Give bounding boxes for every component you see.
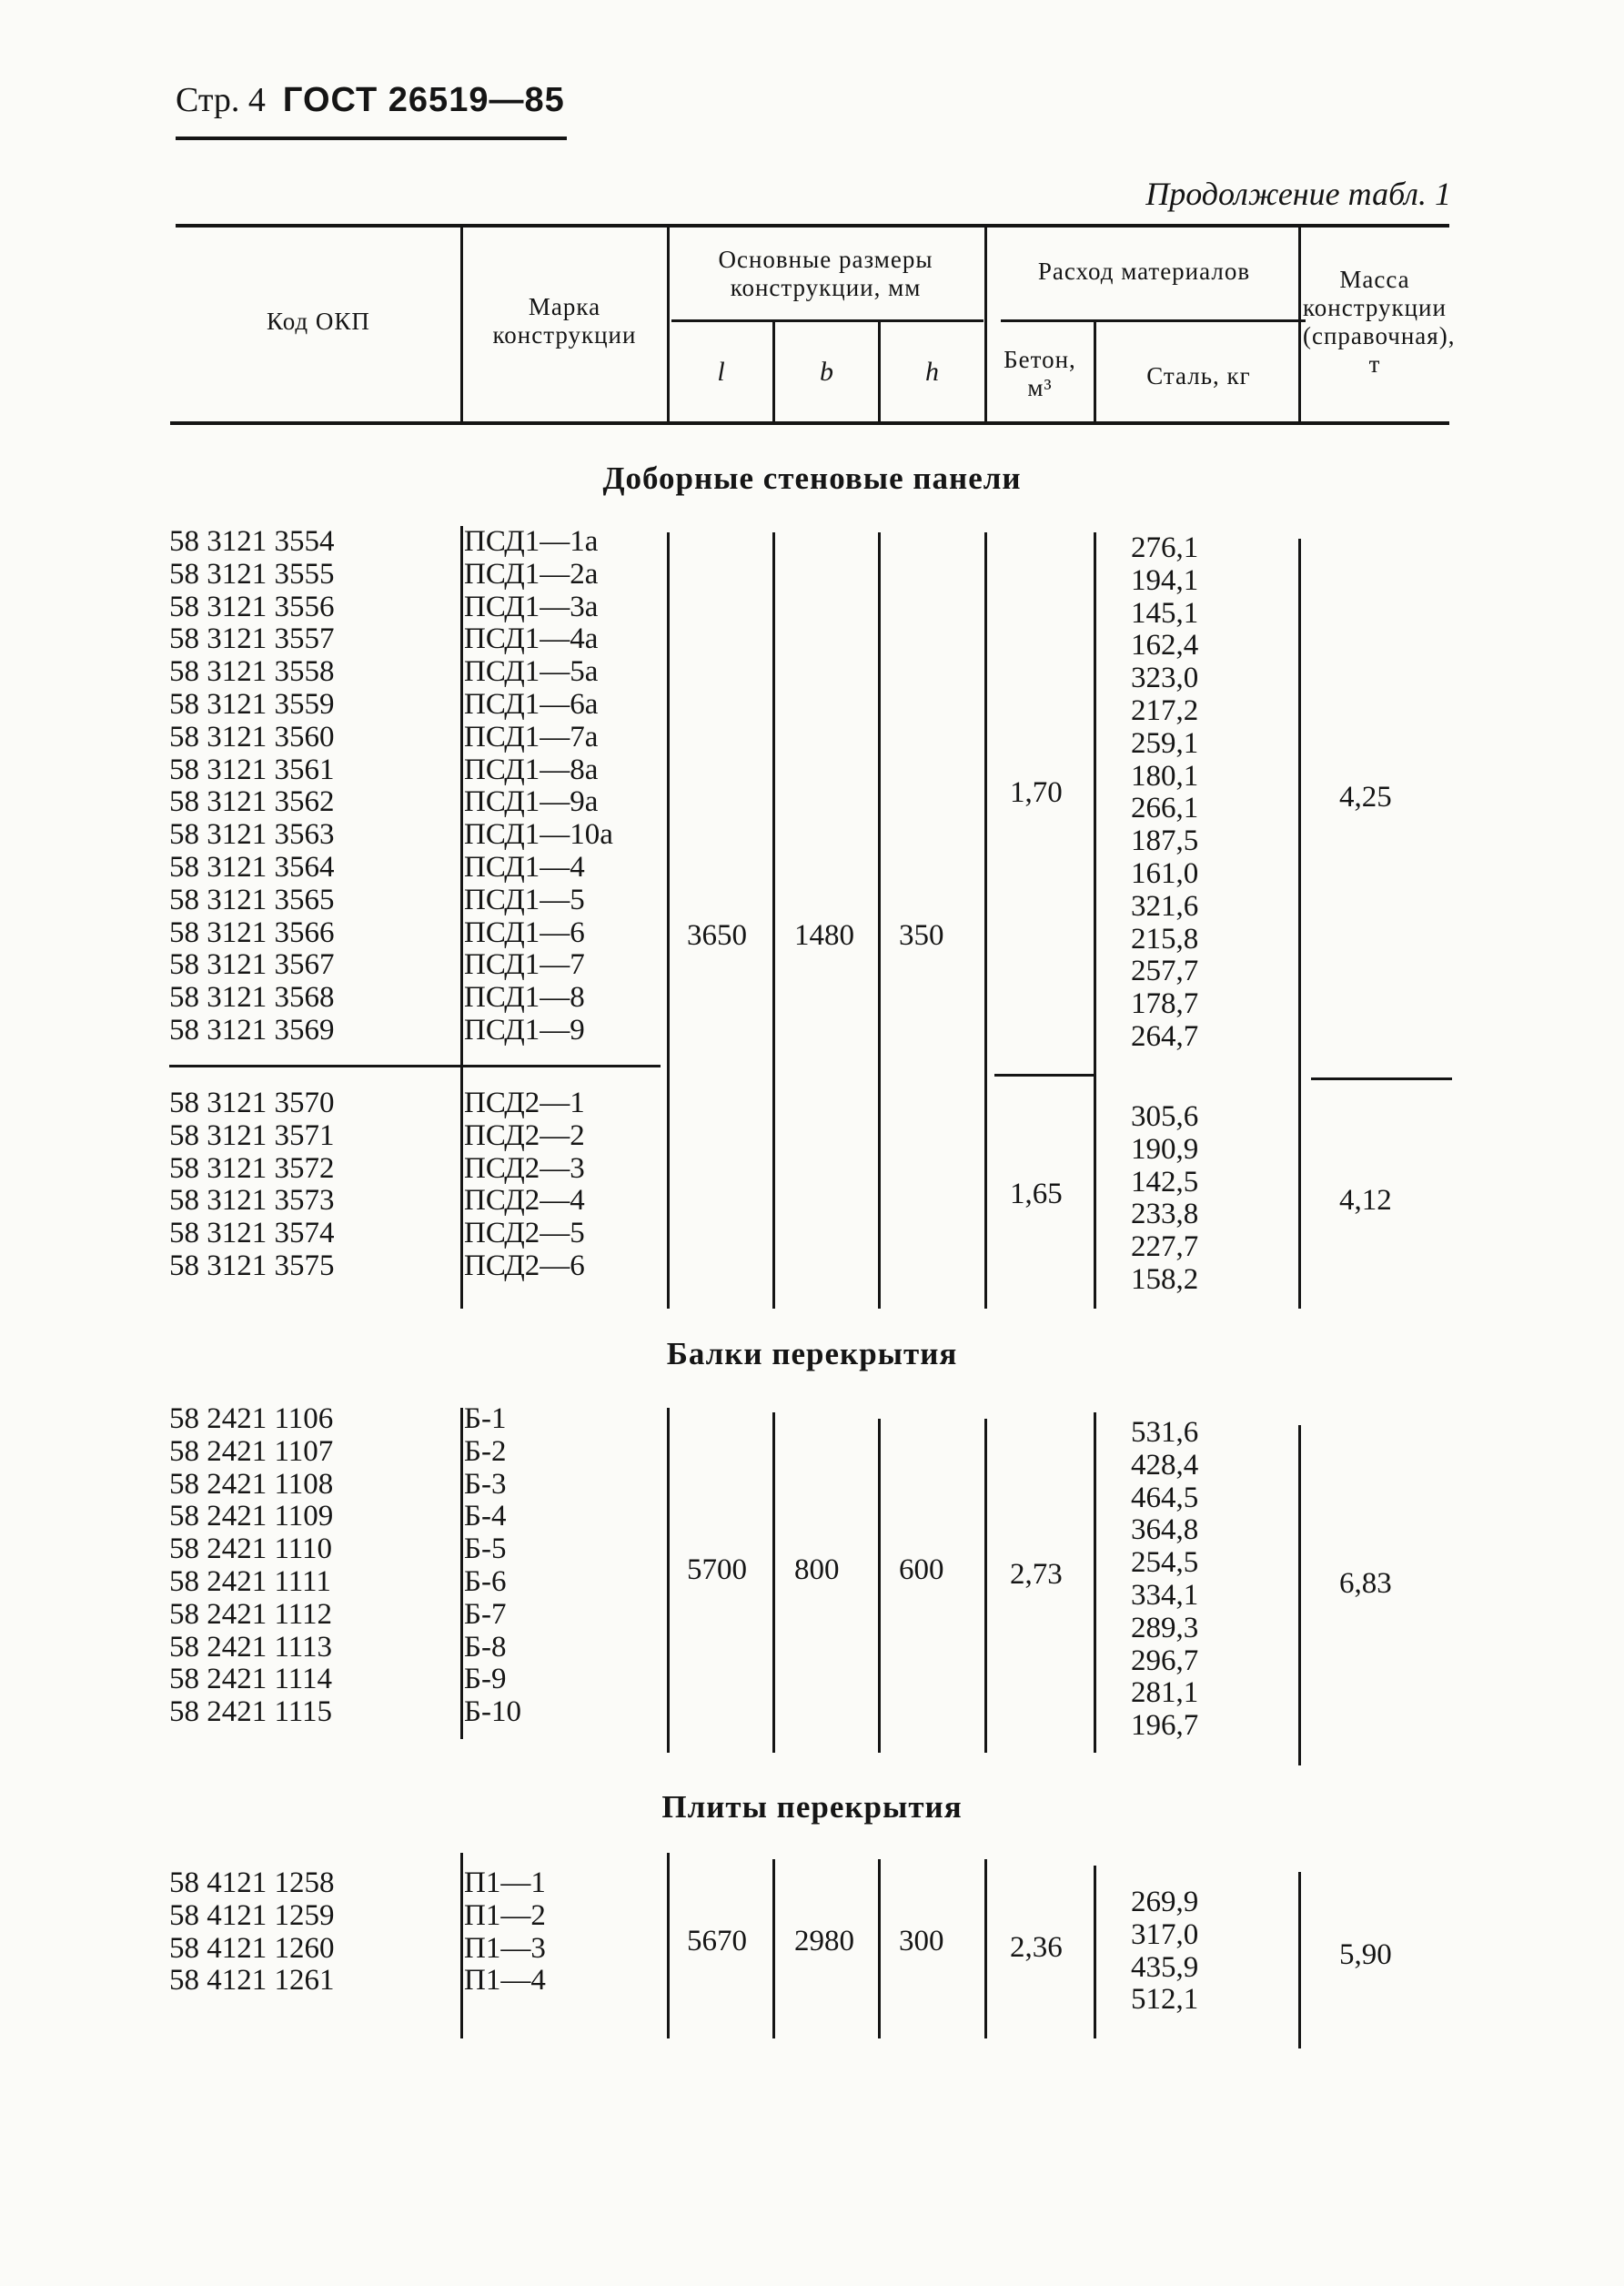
mark-item: ПСД2—5 [464,1217,585,1250]
column-rule [1094,1412,1096,1753]
header-divider [984,224,987,422]
okp-code-item: 58 3121 3556 [169,590,335,623]
steel-item: 364,8 [1131,1513,1199,1547]
mark-item: ПСД1—6 [464,915,585,949]
page-header [176,80,565,120]
steel-item: 269,9 [1131,1886,1199,1918]
steel-item: 180,1 [1131,759,1199,793]
okp-code-item: 58 3121 3554 [169,525,335,558]
header-divider [772,321,775,422]
steel-item: 227,7 [1131,1230,1199,1264]
header-divider [878,321,881,422]
dim-l-value: 3650 [687,919,747,952]
header-divider [460,224,463,422]
dim-l-value: 5670 [687,1925,747,1957]
column-rule [667,1853,670,2038]
mark-item: Б-7 [464,1597,507,1631]
mark-list [464,1087,585,1283]
okp-code-item: 58 2421 1108 [169,1467,334,1501]
concrete-value: 2,73 [1010,1558,1063,1591]
mark-item: П1—2 [464,1898,546,1932]
okp-code-item: 58 3121 3575 [169,1249,335,1282]
okp-code-list [169,1867,335,1998]
column-rule [667,1408,670,1753]
mark-item: ПСД1—5а [464,655,599,689]
steel-item: 142,5 [1131,1165,1199,1199]
header-steel: Сталь, кг [1146,362,1251,389]
steel-item: 512,1 [1131,1983,1199,2017]
steel-item: 296,7 [1131,1644,1199,1677]
mark-item: ПСД2—4 [464,1184,585,1218]
group-divider [994,1074,1094,1077]
mark-item: ПСД1—3а [464,590,599,623]
okp-code-item: 58 3121 3571 [169,1118,335,1152]
okp-code-item: 58 2421 1114 [169,1663,333,1696]
steel-item: 161,0 [1131,856,1199,890]
concrete-value: 1,65 [1010,1178,1063,1210]
mark-item: ПСД1—4а [464,622,599,656]
mark-item: ПСД1—7а [464,720,599,754]
steel-item: 190,9 [1131,1132,1199,1166]
steel-item: 162,4 [1131,629,1199,663]
header-dim-h: h [925,357,940,387]
column-rule [1094,532,1096,1309]
group-divider [1311,1077,1452,1080]
mark-item: ПСД1—2а [464,557,599,591]
okp-code-item: 58 4121 1259 [169,1898,335,1932]
mark-item: ПСД2—2 [464,1118,585,1152]
okp-code-item: 58 4121 1260 [169,1931,335,1965]
steel-item: 464,5 [1131,1481,1199,1514]
dim-b-value: 2980 [794,1925,854,1957]
steel-item: 428,4 [1131,1448,1199,1482]
column-rule [460,526,463,1309]
mark-item: П1—4 [464,1964,546,1998]
mark-item: Б-6 [464,1564,507,1598]
steel-item: 233,8 [1131,1198,1199,1231]
dim-h-value: 350 [899,919,944,952]
steel-list [1131,1886,1198,2017]
steel-list [1131,532,1198,1054]
okp-code-item: 58 2421 1111 [169,1564,331,1598]
steel-item: 323,0 [1131,662,1199,695]
header-mass: Масса конструкции (справочная), т [1303,266,1456,379]
mass-value: 4,25 [1339,781,1392,814]
okp-code-item: 58 2421 1110 [169,1532,333,1566]
steel-item: 435,9 [1131,1950,1199,1984]
okp-code-item: 58 2421 1109 [169,1500,334,1533]
okp-code-item: 58 4121 1258 [169,1866,335,1899]
okp-code-item: 58 2421 1112 [169,1597,333,1631]
column-rule [460,1853,463,2038]
group-divider [169,1065,661,1067]
steel-item: 281,1 [1131,1676,1199,1710]
mark-item: Б-4 [464,1500,507,1533]
mark-item: Б-2 [464,1434,507,1468]
mass-value: 6,83 [1339,1567,1392,1600]
mark-item: ПСД1—7 [464,948,585,982]
mark-item: Б-5 [464,1532,507,1566]
okp-code-item: 58 2421 1106 [169,1402,334,1435]
mark-item: ПСД2—1 [464,1087,585,1119]
mark-list [464,1403,521,1729]
dim-h-value: 600 [899,1553,944,1586]
mark-item: ПСД1—10а [464,818,613,852]
mark-item: ПСД1—1а [464,525,599,558]
dims-subrule [671,319,983,322]
table-header-bottom-rule [170,421,1449,425]
column-rule [460,1408,463,1739]
steel-item: 158,2 [1131,1262,1199,1296]
concrete-value: 2,36 [1010,1931,1063,1964]
column-rule [878,532,881,1309]
header-code: Код ОКП [267,308,370,335]
steel-item: 145,1 [1131,596,1199,630]
column-rule [1094,1866,1096,2038]
dim-l-value: 5700 [687,1553,747,1586]
header-divider [667,224,670,422]
mark-item: Б-8 [464,1630,507,1664]
steel-item: 257,7 [1131,955,1199,988]
okp-code-item: 58 3121 3561 [169,753,335,786]
mark-item: ПСД1—8 [464,981,585,1015]
column-rule [984,1859,987,2038]
steel-list [1131,1101,1198,1297]
steel-item: 187,5 [1131,824,1199,858]
column-rule [1298,1425,1301,1765]
mark-item: Б-1 [464,1402,507,1435]
okp-code-item: 58 3121 3569 [169,1013,335,1047]
column-rule [878,1859,881,2038]
steel-item: 321,6 [1131,889,1199,923]
mark-item: П1—3 [464,1931,546,1965]
mark-item: ПСД1—4 [464,850,585,884]
okp-code-item: 58 3121 3563 [169,818,335,852]
header-divider [1094,321,1096,422]
okp-code-item: 58 2421 1107 [169,1434,334,1468]
header-divider [1298,224,1301,422]
mark-list [464,1867,546,1998]
steel-item: 531,6 [1131,1416,1199,1449]
steel-item: 266,1 [1131,792,1199,825]
okp-code-item: 58 3121 3574 [169,1217,335,1250]
steel-item: 196,7 [1131,1709,1199,1743]
header-concrete: Бетон, м³ [1004,346,1076,402]
mass-value: 4,12 [1339,1184,1392,1217]
okp-code-item: 58 3121 3567 [169,948,335,982]
mass-value: 5,90 [1339,1938,1392,1971]
steel-item: 276,1 [1131,531,1199,564]
mark-item: ПСД1—8а [464,753,599,786]
okp-code-item: 58 3121 3566 [169,915,335,949]
okp-code-list [169,526,335,1047]
materials-subrule [1001,319,1306,322]
section-title: Балки перекрытия [666,1336,958,1371]
mark-item: П1—1 [464,1866,546,1899]
section-title: Плиты перекрытия [661,1789,963,1825]
steel-item: 259,1 [1131,726,1199,760]
okp-code-item: 58 3121 3560 [169,720,335,754]
steel-item: 194,1 [1131,563,1199,597]
table-top-rule [176,224,1449,228]
mark-item: ПСД1—9 [464,1013,585,1047]
dim-b-value: 1480 [794,919,854,952]
okp-code-item: 58 3121 3565 [169,883,335,916]
header-mark: Марка конструкции [492,293,637,349]
steel-item: 305,6 [1131,1100,1199,1133]
steel-item: 317,0 [1131,1917,1199,1951]
steel-item: 217,2 [1131,693,1199,727]
steel-item: 178,7 [1131,987,1199,1021]
okp-code-list [169,1403,333,1729]
okp-code-item: 58 4121 1261 [169,1964,335,1998]
steel-item: 289,3 [1131,1611,1199,1644]
okp-code-item: 58 2421 1113 [169,1630,333,1664]
mark-item: ПСД1—6а [464,687,599,721]
okp-code-item: 58 3121 3573 [169,1184,335,1218]
column-rule [984,532,987,1309]
header-materials: Расход материалов [1037,258,1251,285]
steel-item: 264,7 [1131,1019,1199,1053]
column-rule [772,532,775,1309]
mark-item: Б-10 [464,1695,521,1729]
steel-item: 254,5 [1131,1546,1199,1580]
mark-item: ПСД2—6 [464,1249,585,1282]
dim-h-value: 300 [899,1925,944,1957]
mark-item: Б-3 [464,1467,507,1501]
gost-number: ГОСТ 26519—85 [282,81,565,119]
column-rule [878,1419,881,1753]
mark-item: Б-9 [464,1663,507,1696]
okp-code-item: 58 3121 3562 [169,785,335,819]
okp-code-item: 58 3121 3564 [169,850,335,884]
mark-item: ПСД1—5 [464,883,585,916]
column-rule [772,1412,775,1753]
okp-code-item: 58 3121 3557 [169,622,335,656]
column-rule [667,532,670,1309]
section-title: Доборные стеновые панели [602,460,1022,496]
column-rule [984,1419,987,1753]
okp-code-item: 58 3121 3559 [169,687,335,721]
header-dims: Основные размеры конструкции, мм [718,246,933,302]
okp-code-item: 58 3121 3572 [169,1151,335,1185]
steel-item: 215,8 [1131,922,1199,956]
steel-list [1131,1417,1198,1743]
mark-item: ПСД2—3 [464,1151,585,1185]
okp-code-list [169,1087,335,1283]
okp-code-item: 58 3121 3555 [169,557,335,591]
column-rule [1298,539,1301,1309]
page-number: Стр. 4 [176,81,266,119]
header-dim-l: l [717,357,726,387]
mark-item: ПСД1—9а [464,785,599,819]
header-dim-b: b [820,357,834,387]
okp-code-item: 58 3121 3568 [169,981,335,1015]
okp-code-item: 58 3121 3558 [169,655,335,689]
concrete-value: 1,70 [1010,776,1063,809]
okp-code-item: 58 2421 1115 [169,1695,333,1729]
header-rule [176,137,567,140]
dim-b-value: 800 [794,1553,840,1586]
mark-list [464,526,613,1047]
column-rule [772,1859,775,2038]
steel-item: 334,1 [1131,1578,1199,1612]
okp-code-item: 58 3121 3570 [169,1087,335,1119]
continuation-label: Продолжение табл. 1 [1145,176,1451,212]
column-rule [1298,1872,1301,2048]
